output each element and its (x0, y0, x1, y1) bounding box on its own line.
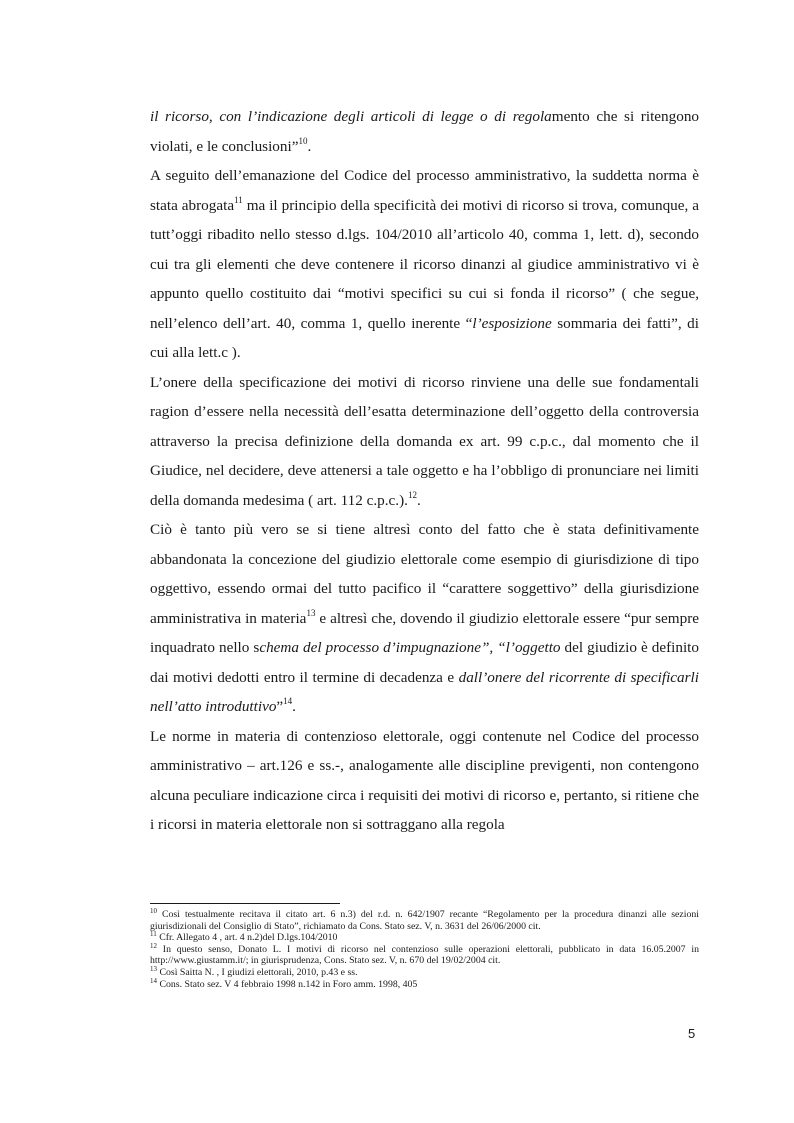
footnote-14 (150, 976, 699, 991)
footnote-marker: 10 (150, 907, 157, 915)
paragraph-5 (150, 722, 699, 840)
italic-text: chema del processo d’impugnazione”, “l’oggetto (259, 639, 561, 656)
footnote-ref: 10 (298, 135, 308, 146)
footnote-text: Così testualmente recitava il citato art. 6 n.3) del r.d. n. 642/1907 recante “Regolamento per la procedura dinanzi alle sezioni giurisdizionali del Consiglio di Stato”, richiamato da Cons. Stato sez. V, n. 3631 del 26/06/2000 cit. (150, 909, 699, 932)
text-run: mento che si ritengono violati, e le conclusioni” (150, 108, 700, 155)
italic-text: il ricorso, con l’indicazione degli articoli di legge o di regola (150, 108, 552, 125)
footnote-11 (150, 932, 699, 944)
footnote-ref: 14 (283, 696, 293, 706)
footnote-marker: 13 (150, 964, 157, 973)
footnote-10 (150, 909, 699, 932)
paragraph-2 (150, 161, 699, 368)
page-number: 5 (688, 1026, 696, 1041)
italic-text: l’esposizione (472, 314, 552, 332)
footnote-12 (150, 941, 699, 967)
text-run: sommaria dei fatti”, di cui alla lett.c ). (150, 314, 699, 361)
text-run: . (307, 137, 312, 155)
italic-text: dall’onere del ricorrente di specificarli nell’atto introduttivo (150, 668, 699, 715)
text-run: Le norme in materia di contenzioso elettorale, oggi contenute nel Codice del processo amministrativo – art.126 e ss.-, analogamente alle discipline previgenti, non contengono alcuna peculiare indicazione circa i requisiti dei motivi di ricorso e, pertanto, si ritiene che i ricorsi in materia elettorale non si sottraggano alla regola (150, 727, 699, 833)
footnote-text: Cons. Stato sez. V 4 febbraio 1998 n.142 in Foro amm. 1998, 405 (157, 978, 418, 990)
footnote-text: Cfr. Allegato 4 , art. 4 n.2)del D.lgs.104/2010 (156, 932, 338, 944)
paragraph-4 (150, 515, 699, 722)
text-run: . (416, 491, 421, 509)
text-run: ma il principio della specificità dei motivi di ricorso si trova, comunque, a tutt’oggi ribadito nello stesso d.lgs. 104/2010 all’articolo 40, comma 1, lett. d), secondo cui tra gli elementi che deve contenere il ricorso dinanzi al giudice amministrativo vi è appunto quello costituito dai “motivi specifici su cui si fonda il ricorso” ( che segue, nell’elenco dell’art. 40, comma 1, quello inerente “ (150, 196, 699, 332)
footnote-13 (150, 964, 699, 979)
text-run: del giudizio è definito dai motivi dedotti entro il termine di decadenza e (150, 639, 699, 686)
footnote-text: In questo senso, Donato L. I motivi di ricorso nel contenzioso sulle operazioni elettorali, pubblicato in data 16.05.2007 in http://www.giustamm.it/; in giurisprudenza, Cons. Stato sez. V, n. 670 del 19/02/2004 cit. (150, 943, 699, 967)
footnote-ref: 12 (407, 489, 417, 500)
footnote-ref: 13 (306, 607, 316, 618)
footnote-marker: 11 (150, 930, 157, 939)
text-run: A seguito dell’emanazione del Codice del processo amministrativo, la suddetta norma è stata abrogata (150, 167, 699, 214)
footnote-ref: 11 (234, 194, 243, 205)
text-run: ” (276, 698, 284, 715)
text-run: Ciò è tanto più vero se si tiene altresì conto del fatto che è stata definitivamente abbandonata la concezione del giudizio elettorale come esempio di giurisdizione di tipo oggettivo, essendo ormai del tutto pacifico il “carattere soggettivo” della giurisdizione amministrativa in materia (150, 521, 699, 627)
footnote-text: Così Saitta N. , I giudizi elettorali, 2010, p.43 e ss. (157, 966, 358, 978)
text-run: L’onere della specificazione dei motivi di ricorso rinviene una delle sue fondamentali ragion d’essere nella necessità dell’esatta determinazione dell’oggetto della controversia attraverso la precisa definizione della domanda ex art. 99 c.p.c., dal momento che il Giudice, nel decidere, deve attenersi a tale oggetto e ha l’obbligo di pronunciare nei limiti della domanda medesima ( art. 112 c.p.c.). (150, 373, 699, 509)
footnotes (150, 909, 699, 990)
paragraph-1 (150, 102, 699, 161)
text-run: e altresì che, dovendo il giudizio elettorale essere “pur sempre inquadrato nello s (150, 609, 699, 656)
footnote-separator (150, 903, 340, 904)
text-run: . (292, 698, 296, 715)
footnote-marker: 12 (150, 941, 157, 950)
body-text (150, 102, 699, 840)
footnote-marker: 14 (150, 976, 157, 985)
paragraph-3 (150, 368, 699, 516)
